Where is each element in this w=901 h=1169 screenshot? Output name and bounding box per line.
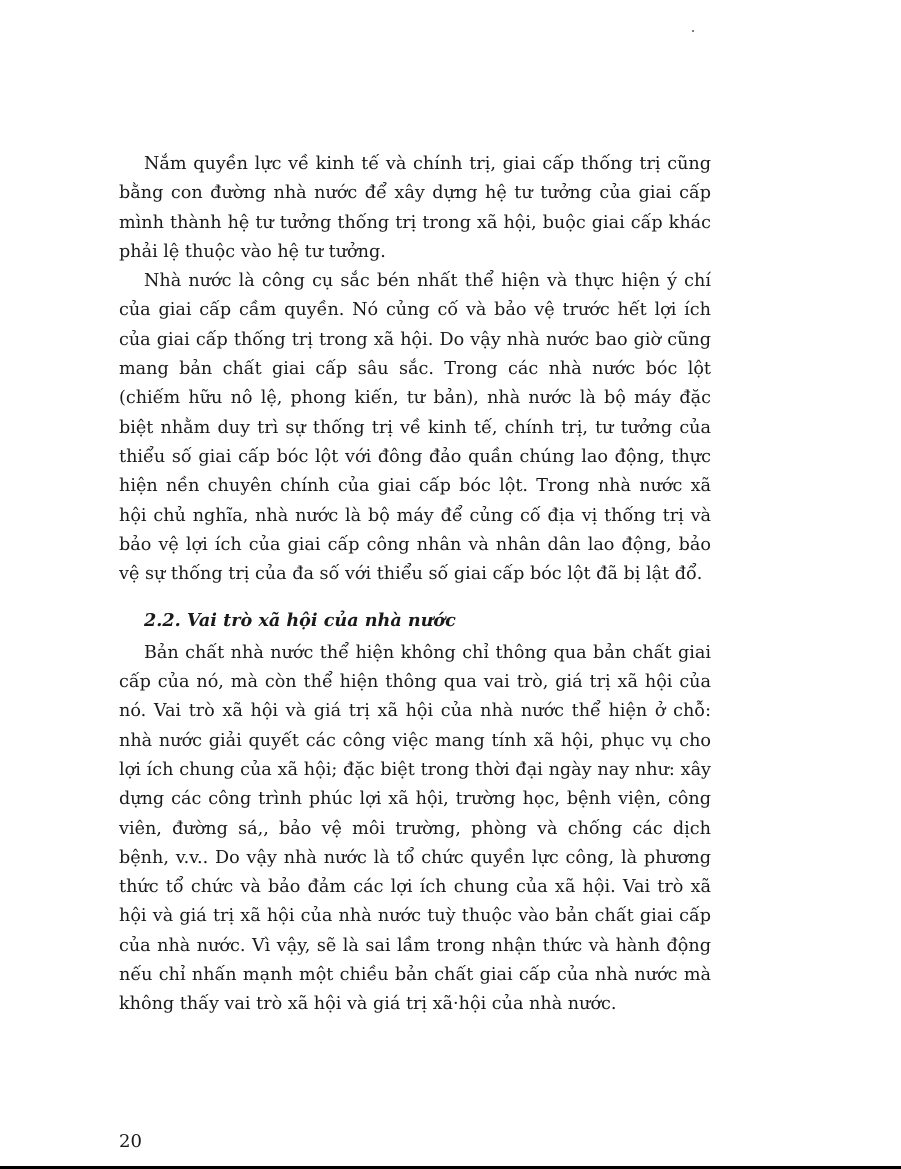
page-number: 20 bbox=[119, 1131, 142, 1152]
scan-speck bbox=[692, 30, 694, 32]
paragraph: Nắm quyền lực về kinh tế và chính trị, giai cấp thống trị cũng bằng con đường nhà nước để xây dựng hệ tư tưởng của giai cấp mình thành hệ tư tưởng thống trị trong xã hội, buộc giai cấp khác phải lệ thuộc vào hệ tư tưởng. bbox=[119, 154, 711, 262]
section-heading: 2.2. Vai trò xã hội của nhà nước bbox=[144, 610, 456, 632]
paragraph: Bản chất nhà nước thể hiện không chỉ thông qua bản chất giai cấp của nó, mà còn thể hiện thông qua vai trò, giá trị xã hội của nó. Vai trò xã hội và giá trị xã hội của nhà nước thể hiện ở chỗ: nhà nước giải quyết các công việc mang tính xã hội, phục vụ cho lợi ích chung của xã hội; đặc biệt trong thời đại ngày nay như: xây dựng các công trình phúc lợi xã hội, trường học, bệnh viện, công viên, đường sá,, bảo vệ môi trường, phòng và chống các dịch bệnh, v.v.. Do vậy nhà nước là tổ chức quyền lực công, là phương thức tổ chức và bảo đảm các lợi ích chung của xã hội. Vai trò xã hội và giá trị xã hội của nhà nước tuỳ thuộc vào bản chất giai cấp của nhà nước. Vì vậy, sẽ là sai lầm trong nhận thức và hành động nếu chỉ nhấn mạnh một chiều bản chất giai cấp của nhà nước mà không thấy vai trò xã hội và giá trị xã·hội của nhà nước. bbox=[119, 642, 711, 1015]
body-text bbox=[119, 150, 711, 1020]
paragraph: Nhà nước là công cụ sắc bén nhất thể hiện và thực hiện ý chí của giai cấp cầm quyền. Nó củng cố và bảo vệ trước hết lợi ích của giai cấp thống trị trong xã hội. Do vậy nhà nước bao giờ cũng mang bản chất giai cấp sâu sắc. Trong các nhà nước bóc lột (chiếm hữu nô lệ, phong kiến, tư bản), nhà nước là bộ máy đặc biệt nhằm duy trì sự thống trị về kinh tế, chính trị, tư tưởng của thiểu số giai cấp bóc lột với đông đảo quần chúng lao động, thực hiện nền chuyên chính của giai cấp bóc lột. Trong nhà nước xã hội chủ nghĩa, nhà nước là bộ máy để củng cố địa vị thống trị và bảo vệ lợi ích của giai cấp công nhân và nhân dân lao động, bảo vệ sự thống trị của đa số với thiểu số giai cấp bóc lột đã bị lật đổ. bbox=[119, 271, 711, 585]
